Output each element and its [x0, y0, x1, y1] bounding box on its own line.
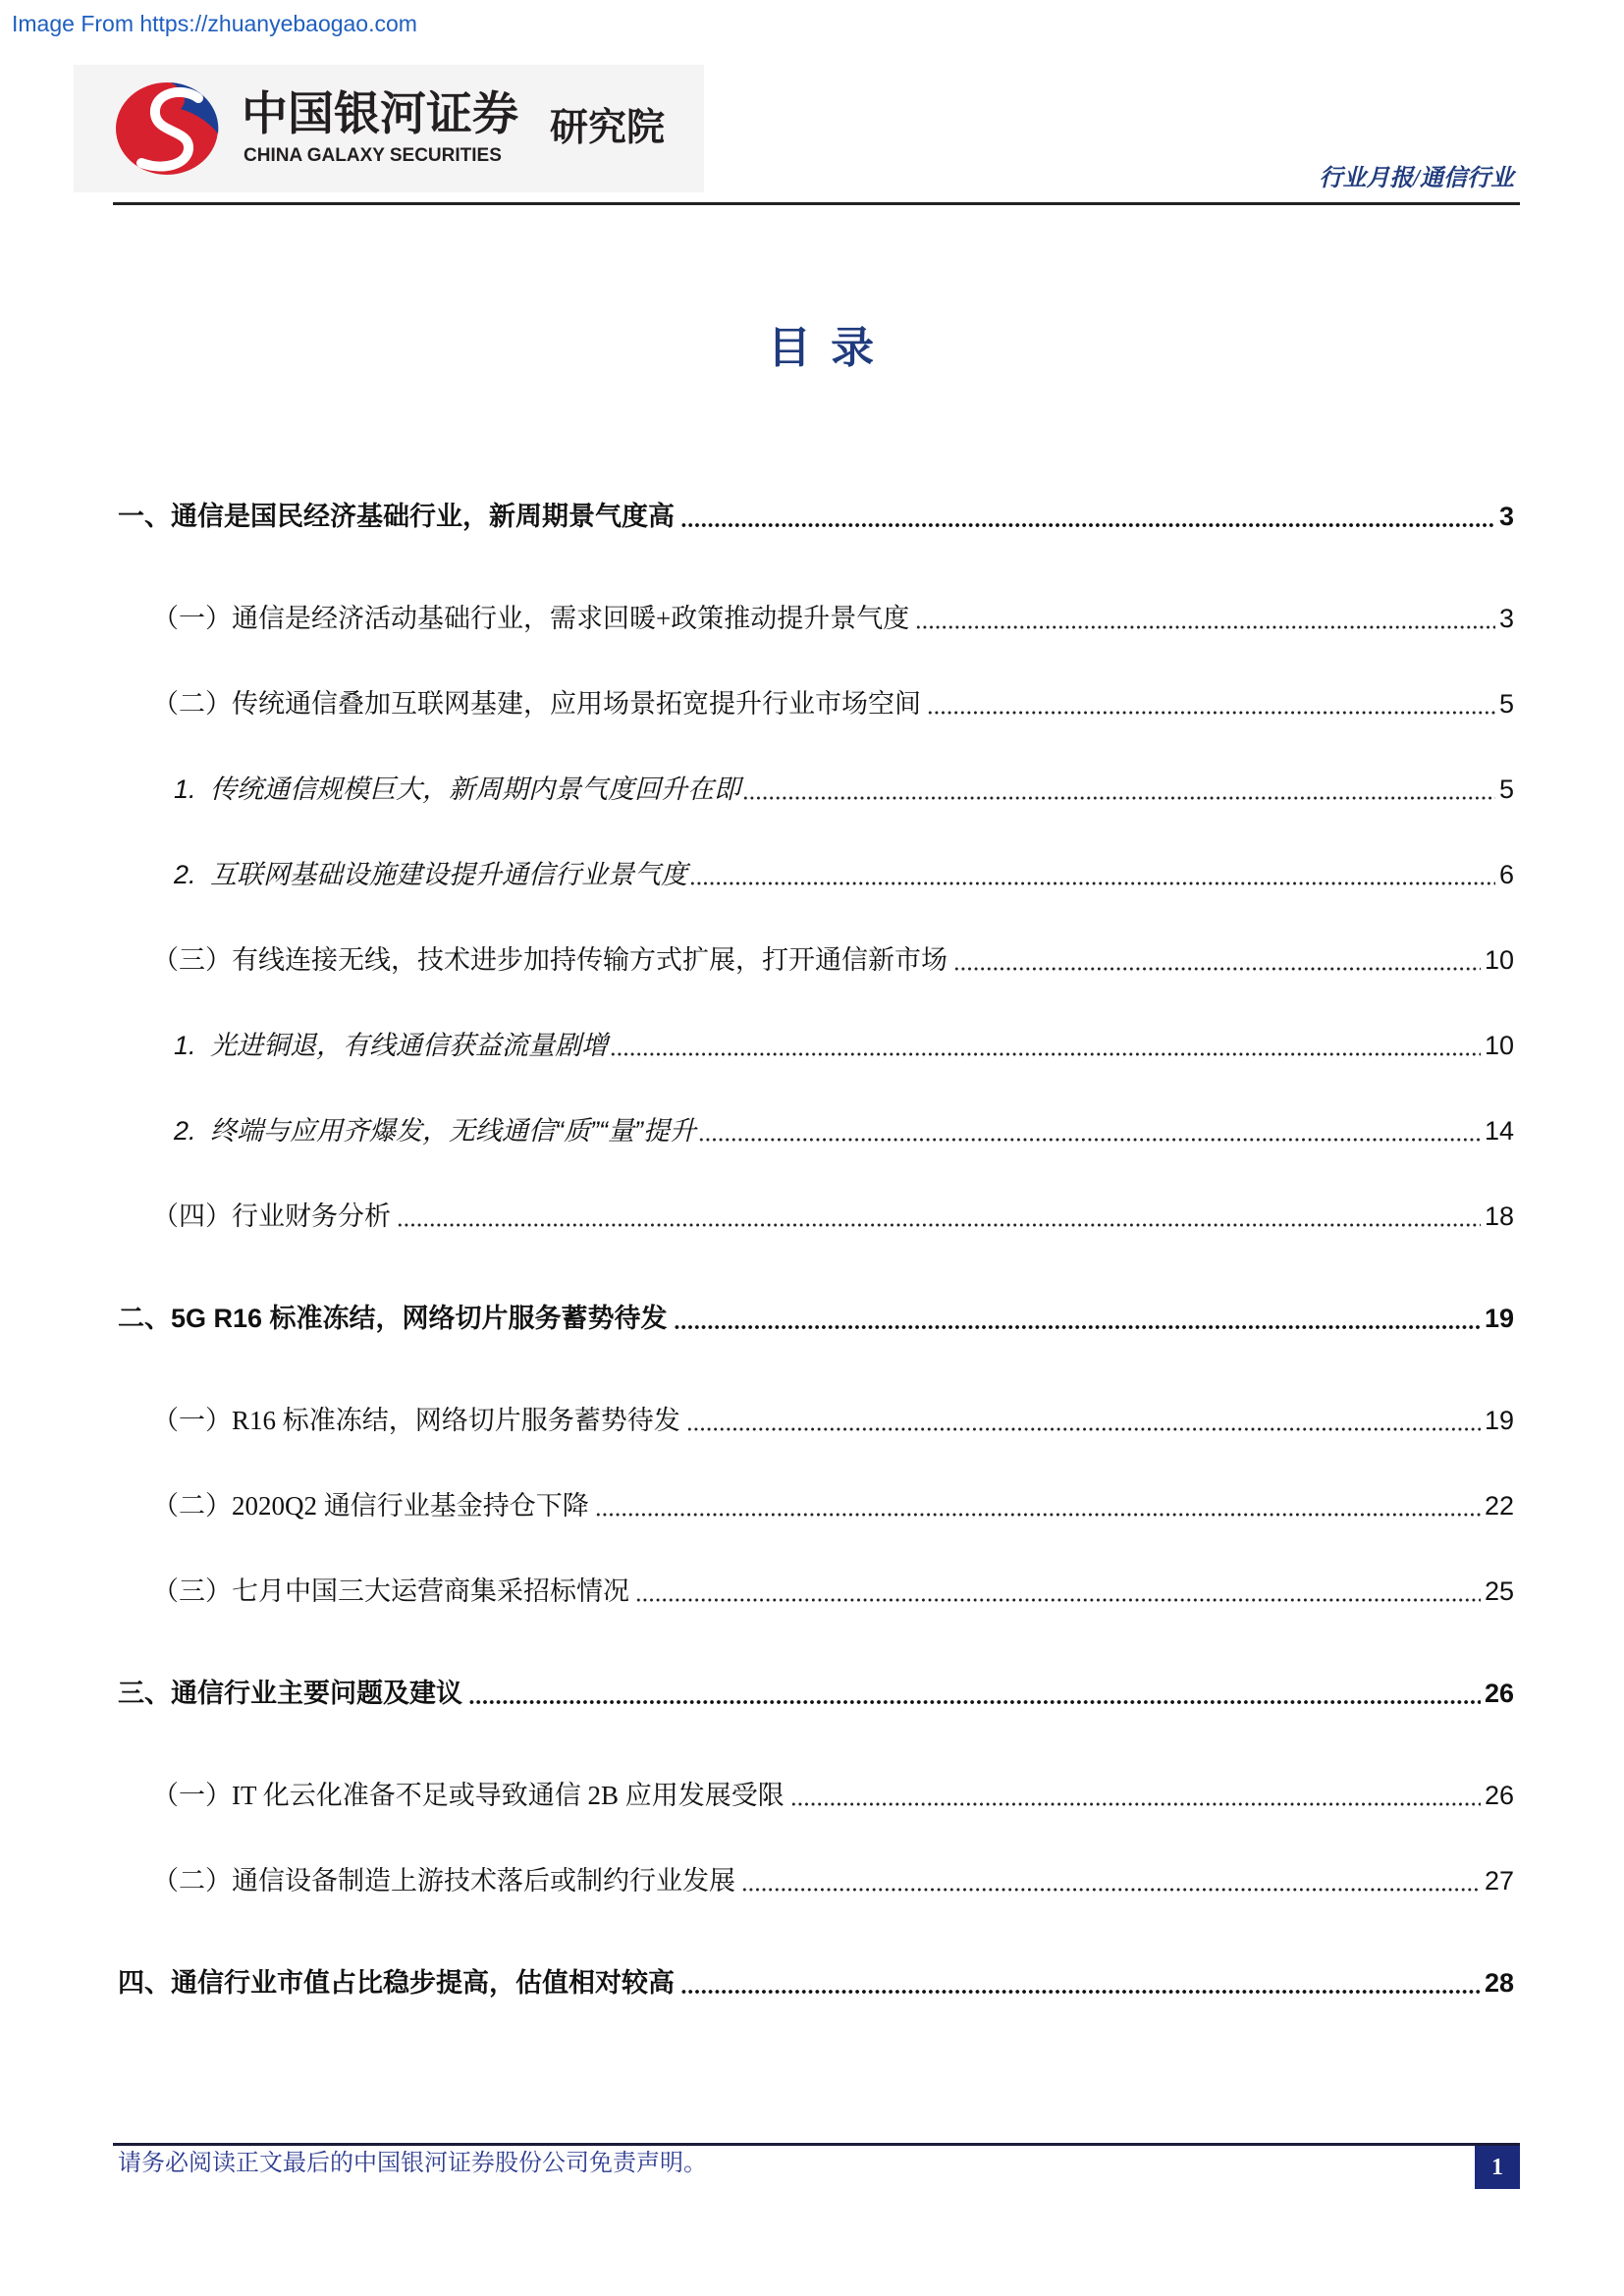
toc-item-number: 2. — [174, 1115, 196, 1146]
toc-entry-page: 10 — [1484, 944, 1514, 975]
toc-entry-title: 传统通信规模巨大，新周期内景气度回升在即 — [210, 774, 740, 804]
toc-entry-page: 22 — [1484, 1490, 1514, 1521]
toc-dot-leader — [698, 1136, 1481, 1144]
toc-entry-page: 26 — [1484, 1678, 1514, 1708]
toc-entry-title: 终端与应用齐爆发，无线通信“质”“量”提升 — [210, 1115, 696, 1146]
toc-subsection[interactable] — [0, 1752, 1624, 1838]
toc-entry-page: 14 — [1484, 1115, 1514, 1146]
toc-entry-page: 6 — [1498, 859, 1514, 889]
toc-dot-leader — [953, 965, 1481, 973]
header-divider — [113, 202, 1520, 205]
toc-entry-title: （二）通信设备制造上游技术落后或制约行业发展 — [152, 1865, 735, 1896]
toc-entry-page: 3 — [1498, 603, 1514, 633]
toc-entry-page: 5 — [1498, 774, 1514, 804]
toc-entry-title: 一、通信是国民经济基础行业，新周期景气度高 — [118, 501, 675, 531]
footer-disclaimer: 请务必阅读正文最后的中国银河证券股份公司免责声明。 — [118, 2151, 707, 2176]
toc-dot-leader — [610, 1050, 1481, 1058]
toc-entry-title: 二、5G R16 标准冻结，网络切片服务蓄势待发 — [118, 1303, 668, 1333]
toc-entry-page: 27 — [1484, 1865, 1514, 1896]
toc-entry-title: （一）IT 化云化准备不足或导致通信 2B 应用发展受限 — [152, 1780, 785, 1810]
toc-subsection[interactable] — [0, 1548, 1624, 1633]
toc-entry-title: （三）有线连接无线，技术进步加持传输方式扩展，打开通信新市场 — [152, 944, 947, 975]
toc-entry-page: 19 — [1484, 1405, 1514, 1435]
toc-subsection[interactable] — [0, 661, 1624, 746]
toc-subsection[interactable] — [0, 917, 1624, 1002]
toc-section-2[interactable] — [0, 1275, 1624, 1361]
toc-entry-title: （一）通信是经济活动基础行业，需求回暖+政策推动提升景气度 — [152, 603, 910, 633]
page-number-badge: 1 — [1475, 2146, 1520, 2189]
toc-dot-leader — [790, 1800, 1481, 1808]
toc-dot-leader — [927, 709, 1495, 717]
toc-entry-page: 3 — [1498, 501, 1514, 531]
toc-entry-title: （二）2020Q2 通信行业基金持仓下降 — [152, 1490, 589, 1521]
toc-item[interactable] — [0, 1088, 1624, 1173]
toc-subsection[interactable] — [0, 1838, 1624, 1923]
brand-name-chinese: 中国银河证券 — [242, 87, 518, 139]
toc-section-3[interactable] — [0, 1650, 1624, 1735]
galaxy-swirl-icon — [112, 79, 222, 179]
toc-entry-page: 19 — [1484, 1303, 1514, 1333]
toc-dot-leader — [595, 1511, 1481, 1519]
toc-entry-page: 18 — [1484, 1201, 1514, 1231]
toc-subsection[interactable] — [0, 575, 1624, 661]
toc-section-4[interactable] — [0, 1940, 1624, 2025]
toc-section-1[interactable] — [0, 473, 1624, 559]
toc-entry-title: （四）行业财务分析 — [152, 1201, 391, 1231]
toc-entry-page: 25 — [1484, 1575, 1514, 1606]
toc-entry-title: （一）R16 标准冻结，网络切片服务蓄势待发 — [152, 1405, 680, 1435]
toc-dot-leader — [468, 1698, 1481, 1706]
toc-dot-leader — [674, 1323, 1481, 1331]
toc-subsection[interactable] — [0, 1377, 1624, 1463]
toc-entry-title: 三、通信行业主要问题及建议 — [118, 1678, 462, 1708]
toc-dot-leader — [915, 623, 1495, 631]
toc-entry-title: 互联网基础设施建设提升通信行业景气度 — [210, 859, 687, 889]
toc-dot-leader — [635, 1596, 1481, 1604]
source-watermark: Image From https://zhuanyebaogao.com — [12, 11, 417, 36]
table-of-contents — [0, 456, 1624, 2042]
page-title: 目 录 — [767, 324, 879, 372]
toc-entry-title: 四、通信行业市值占比稳步提高，估值相对较高 — [118, 1967, 675, 1998]
toc-item[interactable] — [0, 746, 1624, 831]
footer-divider — [113, 2143, 1520, 2146]
toc-dot-leader — [680, 521, 1495, 529]
toc-dot-leader — [686, 1425, 1481, 1433]
brand-name-english: CHINA GALAXY SECURITIES — [244, 145, 502, 166]
toc-subsection[interactable] — [0, 1173, 1624, 1258]
toc-item-number: 1. — [174, 1030, 196, 1060]
toc-entry-page: 5 — [1498, 688, 1514, 719]
toc-entry-title: （二）传统通信叠加互联网基建，应用场景拓宽提升行业市场空间 — [152, 688, 921, 719]
report-type-label: 行业月报/通信行业 — [1319, 166, 1514, 191]
toc-dot-leader — [741, 1886, 1481, 1894]
toc-item-number: 1. — [174, 774, 196, 804]
toc-dot-leader — [689, 880, 1495, 887]
toc-entry-page: 10 — [1484, 1030, 1514, 1060]
toc-dot-leader — [397, 1221, 1481, 1229]
toc-item[interactable] — [0, 831, 1624, 917]
toc-entry-title: （三）七月中国三大运营商集采招标情况 — [152, 1575, 629, 1606]
toc-dot-leader — [680, 1988, 1481, 1996]
toc-entry-page: 26 — [1484, 1780, 1514, 1810]
toc-dot-leader — [742, 794, 1495, 802]
toc-item-number: 2. — [174, 859, 196, 889]
toc-entry-page: 28 — [1484, 1967, 1514, 1998]
brand-research-institute: 研究院 — [550, 107, 666, 149]
toc-item[interactable] — [0, 1002, 1624, 1088]
toc-entry-title: 光进铜退，有线通信获益流量剧增 — [210, 1030, 608, 1060]
toc-subsection[interactable] — [0, 1463, 1624, 1548]
